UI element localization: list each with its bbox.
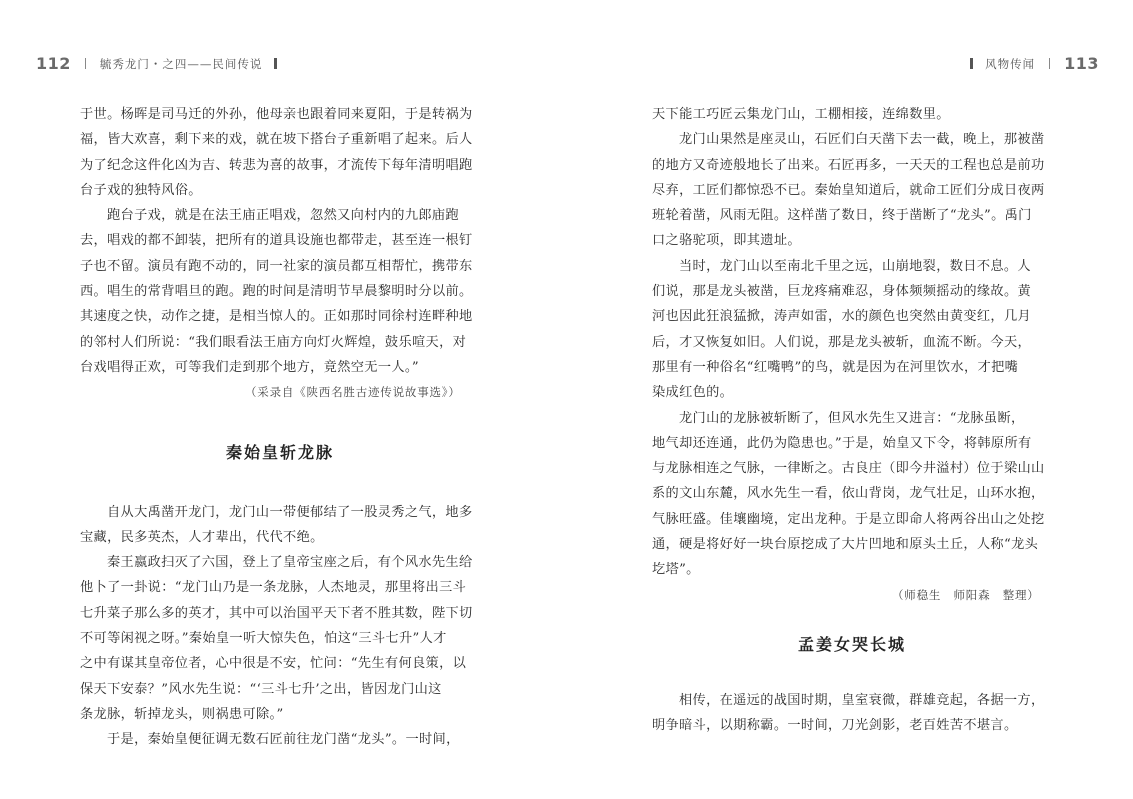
paragraph <box>652 254 1052 406</box>
text-line: 自从大禹凿开龙门，龙门山一带便郁结了一股灵秀之气，地多 <box>107 504 473 520</box>
text-line: 福，皆大欢喜，剩下来的戏，就在坡下搭台子重新唱了起来。后人 <box>80 132 473 148</box>
right-page <box>566 0 1133 799</box>
text-line: 当时，龙门山以至南北千里之远，山崩地裂，数日不息。人 <box>679 258 1031 274</box>
text-line: 圪塔”。 <box>652 562 700 578</box>
text-line: 七升菜子那么多的英才，其中可以治国平天下者不胜其数，陛下切 <box>80 605 473 621</box>
left-page-body <box>80 102 480 753</box>
header-divider <box>85 58 86 69</box>
text-line: 龙门山果然是座灵山，石匠们白天凿下去一截，晚上，那被凿 <box>679 132 1045 148</box>
text-line: 口之骆驼项，即其遗址。 <box>652 233 801 249</box>
text-line: 与龙脉相连之气脉，一律断之。古良庄（即今井溢村）位于梁山山 <box>652 461 1045 477</box>
header-divider <box>1049 58 1050 69</box>
paragraph <box>652 406 1052 583</box>
source-note: （师稳生 师阳森 整理） <box>892 587 1040 602</box>
text-line: 保天下安泰？”风水先生说：“‘三斗七升’之出，皆因龙门山这 <box>80 681 442 697</box>
text-line: 条龙脉，斩掉龙头，则祸患可除。” <box>80 706 284 722</box>
text-line: 染成红色的。 <box>652 385 734 401</box>
text-line: 明争暗斗，以期称霸。一时间，刀光剑影，老百姓苦不堪言。 <box>652 718 1018 734</box>
paragraph <box>80 727 480 752</box>
text-line: 其速度之快，动作之捷，是相当惊人的。正如那时同徐村连畔种地 <box>80 309 473 325</box>
text-line: 通，硬是将好好一块台原挖成了大片凹地和原头土丘，人称“龙头 <box>652 537 1039 553</box>
paragraph <box>652 127 1052 253</box>
paragraph <box>652 102 1052 127</box>
running-title: 风物传闻 <box>985 56 1036 71</box>
text-line: 天下能工巧匠云集龙门山，工棚相接，连绵数里。 <box>652 107 950 122</box>
running-title: 毓秀龙门・之四——民间传说 <box>99 56 263 71</box>
text-line: 的地方又奇迹般地长了出来。石匠再多，一天天的工程也总是前功 <box>652 157 1045 173</box>
text-line: 秦王嬴政扫灭了六国，登上了皇帝宝座之后，有个风水先生给 <box>107 555 473 571</box>
right-page-header <box>958 54 1099 73</box>
text-line: 台戏唱得正欢，可等我们走到那个地方，竟然空无一人。” <box>80 359 419 375</box>
text-line: 宝藏，民多英杰，人才辈出，代代不绝。 <box>80 529 324 545</box>
paragraph <box>80 203 480 380</box>
source-note: （采录自《陕西名胜古迹传说故事选》） <box>245 385 461 400</box>
text-line: 不可等闲视之呀。”秦始皇一听大惊失色，怕这“三斗七升”人才 <box>80 631 447 647</box>
left-page-header <box>36 54 289 73</box>
text-line: 台子戏的独特风俗。 <box>80 182 202 198</box>
paragraph <box>652 688 1052 739</box>
text-line: 河也因此狂浪猛掀，涛声如雷，水的颜色也突然由黄变红，几月 <box>652 309 1032 325</box>
left-page <box>0 0 566 799</box>
text-line: 于世。杨晖是司马迁的外孙，他母亲也跟着同来夏阳，于是转祸为 <box>80 107 473 122</box>
text-line: 为了纪念这件化凶为吉、转悲为喜的故事，才流传下每年清明唱跑 <box>80 157 473 173</box>
header-bar-mark <box>274 58 277 69</box>
text-line: 之中有谋其皇帝位者，心中很是不安，忙问：“先生有何良策，以 <box>80 656 467 672</box>
text-line: 后，才又恢复如旧。人们说，那是龙头被斩，血流不断。今天， <box>652 334 1032 350</box>
text-line: 跑台子戏，就是在法王庙正唱戏，忽然又向村内的九郎庙跑 <box>107 208 459 224</box>
page-number: 113 <box>1064 54 1099 73</box>
text-line: 系的文山东麓，风水先生一看，依山背岗，龙气壮足，山环水抱， <box>652 486 1045 502</box>
text-line: 他卜了一卦说：“龙门山乃是一条龙脉，人杰地灵，那里将出三斗 <box>80 580 467 596</box>
text-line: 龙门山的龙脉被斩断了，但风水先生又进言：“龙脉虽断， <box>679 410 1025 426</box>
section-title: 秦始皇斩龙脉 <box>225 442 334 462</box>
text-line: 相传，在遥远的战国时期，皇室衰微，群雄竞起，各据一方， <box>679 692 1045 708</box>
paragraph <box>80 500 480 551</box>
text-line: 西。唱生的常背唱旦的跑。跑的时间是清明节早晨黎明时分以前。 <box>80 284 473 300</box>
section-title: 孟姜女哭长城 <box>797 634 906 654</box>
text-line: 的邻村人们所说：“我们眼看法王庙方向灯火辉煌，鼓乐喧天，对 <box>80 334 467 350</box>
text-line: 于是，秦始皇便征调无数石匠前往龙门凿“龙头”。一时间， <box>107 732 460 748</box>
text-line: 气脉旺盛。佳壤幽境，定出龙种。于是立即命人将两谷出山之处挖 <box>652 511 1045 527</box>
text-line: 子也不留。演员有跑不动的，同一社家的演员都互相帮忙，携带东 <box>80 258 473 274</box>
paragraph <box>80 550 480 727</box>
text-line: 尽弃，工匠们都惊恐不已。秦始皇知道后，就命工匠们分成日夜两 <box>652 182 1045 198</box>
text-line: 班轮着凿，风雨无阻。这样凿了数日，终于凿断了“龙头”。禹门 <box>652 208 1032 224</box>
text-line: 去，唱戏的都不卸装，把所有的道具设施也都带走，甚至连一根钉 <box>80 233 473 249</box>
page-number: 112 <box>36 54 71 73</box>
text-line: 那里有一种俗名“红嘴鸭”的鸟，就是因为在河里饮水，才把嘴 <box>652 359 1019 375</box>
text-line: 地气却还连通，此仍为隐患也。”于是，始皇又下令，将韩原所有 <box>652 435 1032 451</box>
header-bar-mark <box>970 58 973 69</box>
right-page-body <box>652 102 1052 739</box>
text-line: 们说，那是龙头被凿，巨龙疼痛难忍，身体频频摇动的缘故。黄 <box>652 284 1032 300</box>
paragraph <box>80 102 480 203</box>
